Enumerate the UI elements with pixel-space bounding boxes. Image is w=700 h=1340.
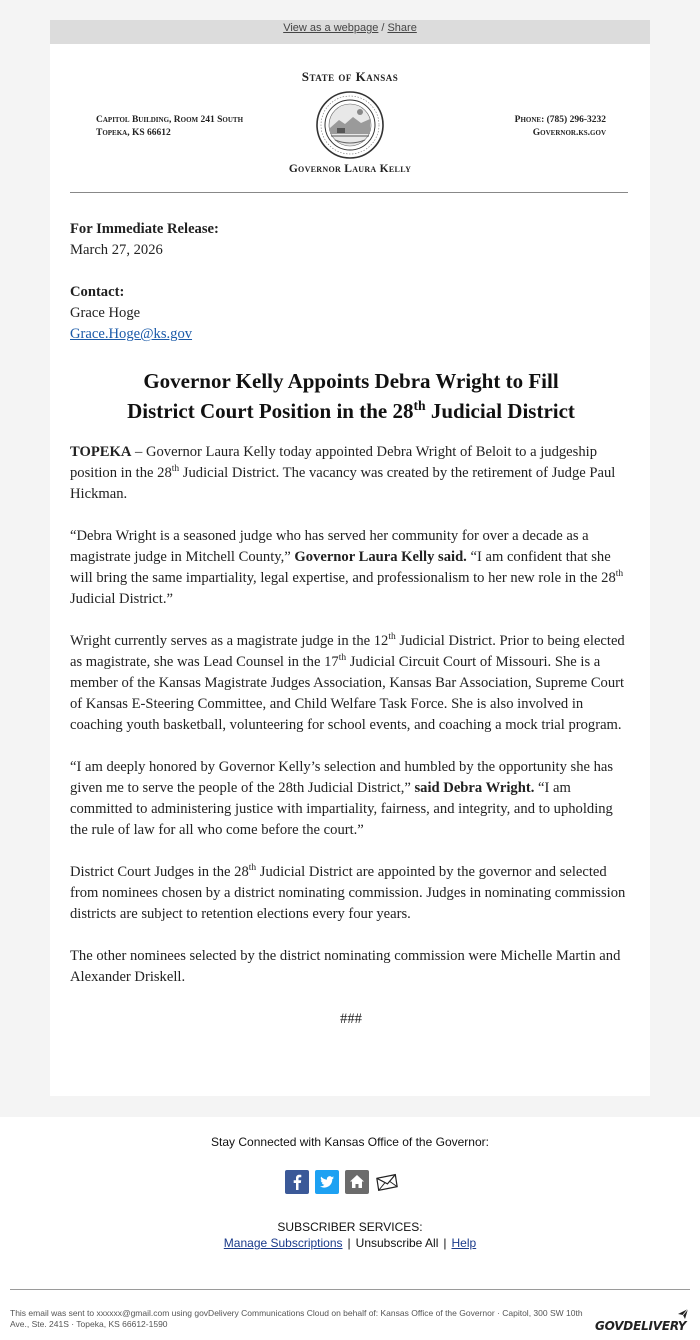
headline-sup: th — [413, 398, 426, 413]
headline-line-2a: District Court Position in the 28 — [127, 399, 414, 423]
twitter-icon[interactable] — [315, 1170, 339, 1194]
p4-text-1: “I am deeply honored by Governor Kelly’s selection and humbled by the opportunity she has given me to serve the people of the 28th Judicial District,” — [70, 759, 614, 796]
govdelivery-brand: GOVDELIVERY — [595, 1319, 687, 1333]
social-links — [285, 1170, 399, 1196]
headline — [70, 366, 632, 426]
view-as-webpage-link[interactable]: View as a webpage — [283, 22, 379, 34]
letterhead-address — [96, 114, 243, 140]
headline-line-1: Governor Kelly Appoints Debra Wright to Fill — [143, 369, 559, 393]
p2-speaker: Governor Laura Kelly said. — [294, 549, 467, 565]
top-bar — [50, 20, 650, 44]
share-link[interactable]: Share — [387, 22, 417, 34]
release-info — [70, 219, 632, 261]
manage-subscriptions-link[interactable]: Manage Subscriptions — [223, 1236, 343, 1250]
facebook-icon[interactable] — [285, 1170, 309, 1194]
letterhead-contact — [515, 114, 606, 140]
p5-sup: th — [248, 863, 257, 874]
p4-speaker: said Debra Wright. — [414, 780, 535, 796]
letterhead-divider — [70, 192, 628, 193]
govdelivery-logo-icon — [677, 1307, 689, 1319]
email-card — [50, 44, 650, 1096]
press-release-body — [70, 219, 632, 1030]
paragraph-3 — [70, 631, 632, 736]
p3-text-3: Judicial Circuit Court of Missouri. She is a member of the Kansas Magistrate Judges Association, Kansas Bar Association, Supreme Court of Kansas E-Steering Committee, and Child Welfare Task Force. She is also involved in coaching youth basketball, volunteering for school events, and coaching a mock trial program. — [70, 654, 625, 733]
unsubscribe-all-link[interactable]: Unsubscribe All — [355, 1236, 439, 1250]
p3-sup-2: th — [338, 653, 347, 664]
dateline: TOPEKA — [70, 444, 132, 460]
pipe-separator: | — [347, 1236, 351, 1250]
paragraph-4 — [70, 757, 632, 841]
letterhead-governor: Governor Laura Kelly — [288, 163, 412, 175]
help-link[interactable]: Help — [451, 1236, 477, 1250]
p3-sup-1: th — [388, 632, 396, 643]
letterhead-state: State of Kansas — [301, 69, 399, 84]
p2-text-1: “Debra Wright is a seasoned judge who has served her community for over a decade as a magistrate judge in Mitchell County,” — [70, 528, 589, 565]
fine-print: This email was sent to xxxxxx@gmail.com using govDelivery Communications Cloud on behalf of: Kansas Office of the Governor · Capitol, 300 SW 10th Ave., Ste. 241S · Topeka, KS 66612-1590 — [10, 1308, 583, 1329]
paragraph-1 — [70, 442, 632, 505]
p3-text-2: Judicial District. Prior to being elected as magistrate, she was Lead Counsel in the 17 — [70, 633, 625, 670]
footer-divider — [10, 1289, 690, 1290]
p1-text-1: – Governor Laura Kelly today appointed Debra Wright of Beloit to a judgeship position in the 28 — [70, 444, 597, 481]
paragraph-6 — [70, 946, 632, 988]
phone-number: Phone: (785) 296-3232 — [514, 115, 606, 125]
kansas-state-seal-icon — [315, 90, 385, 160]
release-label: For Immediate Release: — [70, 221, 219, 237]
address-line-2: Topeka, KS 66612 — [96, 128, 171, 138]
paragraph-2 — [70, 526, 632, 610]
contact-email-link[interactable]: Grace.Hoge@ks.gov — [70, 326, 193, 342]
p5-text-2: Judicial District are appointed by the governor and selected from nominees chosen by a district nominating commission. Judges in nominating commission districts are subject to retention elections every four years. — [70, 864, 626, 922]
contact-info — [70, 282, 632, 345]
email-icon[interactable] — [375, 1170, 399, 1194]
home-icon[interactable] — [345, 1170, 369, 1194]
website: Governor.ks.gov — [532, 128, 606, 138]
p2-sup: th — [615, 569, 624, 580]
p3-text-1: Wright currently serves as a magistrate judge in the 12 — [70, 633, 389, 649]
topbar-separator: / — [381, 22, 385, 34]
p1-text-2: Judicial District. The vacancy was created by the retirement of Judge Paul Hickman. — [70, 465, 616, 502]
p2-text-3: Judicial District.” — [70, 591, 173, 607]
p2-text-2: “I am confident that she will bring the same impartiality, legal expertise, and professionalism to her new role in the 28 — [70, 549, 616, 586]
contact-name: Grace Hoge — [70, 305, 141, 321]
contact-label: Contact: — [70, 284, 125, 300]
release-date: March 27, 2026 — [70, 242, 163, 258]
subscriber-links — [0, 1236, 700, 1250]
p1-sup: th — [171, 464, 180, 475]
pipe-separator: | — [443, 1236, 447, 1250]
p5-text-1: District Court Judges in the 28 — [70, 864, 249, 880]
address-line-1: Capitol Building, Room 241 South — [96, 115, 244, 125]
headline-line-2b: Judicial District — [425, 399, 575, 423]
subscriber-services-heading: SUBSCRIBER SERVICES: — [277, 1220, 423, 1234]
stay-connected-text: Stay Connected with Kansas Office of the Governor: — [211, 1135, 489, 1149]
p4-text-2: “I am committed to administering justice with impartiality, fairness, and integrity, and to upholding the rule of law for all who come before the court.” — [70, 780, 613, 838]
end-mark: ### — [340, 1011, 362, 1027]
p6-text-1: The other nominees selected by the district nominating commission were Michelle Martin and Alexander Driskell. — [70, 948, 621, 985]
paragraph-5 — [70, 862, 632, 925]
